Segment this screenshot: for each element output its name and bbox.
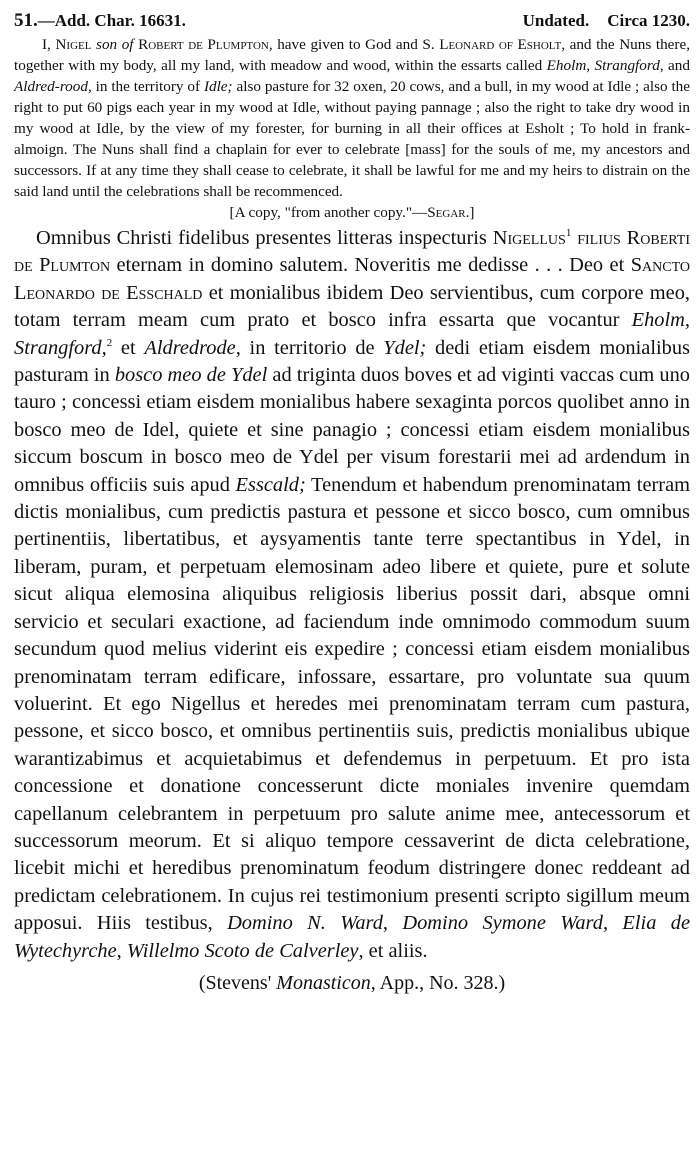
- place-name: Aldredrode: [144, 336, 236, 359]
- saint-name: Leonard of Esholt: [439, 36, 562, 53]
- footnote-marker: 2: [106, 336, 113, 349]
- source-prefix: [A copy, "from another copy."—: [229, 204, 428, 221]
- witness-name: Elia de Wytechyrche: [14, 912, 691, 962]
- footnote-marker: 1: [565, 227, 572, 240]
- charter-number: 51.: [14, 10, 38, 31]
- reference-prefix: (Stevens': [198, 971, 277, 994]
- witness-name: Domino N. Ward: [227, 912, 383, 935]
- place-name: Strangford,: [14, 336, 107, 359]
- latin-text: [14, 225, 690, 965]
- reference-suffix: , App., No. 328.): [370, 971, 506, 994]
- source-name: Segar: [427, 204, 466, 221]
- separator: ,: [116, 939, 127, 962]
- abstract-text: , in the territory of: [87, 78, 204, 95]
- source-suffix: .]: [465, 204, 475, 221]
- abstract-text: I,: [42, 36, 56, 53]
- separator: , and: [659, 57, 690, 74]
- separator: ,: [382, 912, 403, 935]
- place-name: Eholm: [631, 309, 685, 332]
- circa-date: Circa 1230.: [607, 11, 690, 30]
- latin-segment: eternam in domino salutem. Noveritis me dedisse . . . Deo et: [110, 254, 631, 277]
- place-name: Eholm: [546, 57, 587, 74]
- place-phrase: bosco meo de Ydel: [114, 364, 268, 387]
- witness-name: Willelmo Scoto de Calverley: [126, 939, 359, 962]
- english-abstract: [14, 34, 690, 202]
- place-name: Ydel;: [383, 336, 427, 359]
- reference-title: Monasticon: [276, 971, 371, 994]
- separator: ,: [602, 912, 623, 935]
- source-note: [14, 202, 690, 223]
- grantor-latin-name: Nigellus: [492, 227, 566, 249]
- latin-segment: , et aliis.: [358, 939, 428, 962]
- bibliographic-reference: [14, 969, 690, 997]
- latin-segment: Omnibus Christi fidelibus presentes litteras inspecturis: [36, 227, 493, 249]
- charter-header: [14, 10, 690, 32]
- charter-date: [523, 11, 690, 31]
- abstract-text: also pasture for 32 oxen, 20 cows, and a bull, in my wood at Idle ; also the right to put 60 pigs each year in my wood at Idle, without paying pannage ; also the right to take dry wood in my wood at Idle, by the view of my forester, for burning in all their offices at Esholt ; To hold in frank-almoign. The Nuns shall find a chaplain for ever to celebrate [mass] for the souls of me, my ancestors and successors. If at any time they shall cease to celebrate, it shall be lawful for me and my heirs to distrain on the said land until the celebrations shall be recommenced.: [14, 78, 691, 200]
- latin-segment: et: [112, 336, 145, 359]
- separator: ,: [684, 309, 690, 332]
- grantor-name: Nigel: [55, 36, 92, 53]
- dating-label: Undated.: [522, 11, 590, 30]
- separator: ,: [586, 57, 595, 74]
- latin-segment: dedi etiam eisdem monialibus pasturam in: [14, 336, 690, 387]
- charter-id: [14, 10, 186, 32]
- charter-reference: —Add. Char. 16631.: [37, 11, 186, 30]
- son-of-text: son of: [96, 36, 134, 53]
- witness-name: Domino Symone Ward: [402, 912, 603, 935]
- father-name: Robert de Plumpton: [138, 36, 269, 53]
- place-name: Aldred-rood: [14, 78, 88, 95]
- abstract-text: , have given to God and S.: [268, 36, 440, 53]
- latin-segment: Tenendum et habendum prenominatam terram dictis monialibus, cum predictis pastura et pessone et sicco bosco, cum omnibus pertinentiis, libertatibus, et aysyamentis tante terre spectantibus in Ydel, in liberam, puram, et perpetuam elemosinam adeo libere et quiete, pure et solute sicut aliqua elemosina aliquibus religiosis liberius possit dari, absque omni servicio et seculari exactione, ad faciendum inde omnimodo commodum suum secundum quod melius viderint eis expedire ; concessi etiam eisdem monialibus prenominatam terram edificare, infossare, essartare, pro voluntate sua quum voluerint. Et ego Nigellus et heredes mei prenominatam terram cum pastura, pessone, et sicco bosco, et omnibus pertinentiis suis, predictis monialibus ubique warantizabimus et acquietabimus et defendemus in perpetuum. Et pro ista concessione et donatione concesserunt dicte moniales invenire quemdam capellanum celebrantem in perpetuum pro salute anime mee, antecessorum et successorum meorum. Et si aliquo tempore cessaverint de dicta celebratione, licebit michi et heredibus prenominatum feodum distringere donec reddeant ad predictam celebrationem. In cujus rei testimonium presenti scripto sigillum meum apposui. Hiis testibus,: [14, 473, 690, 935]
- place-name: Strangford: [594, 57, 660, 74]
- place-name: Idle;: [203, 78, 233, 95]
- abstract-text: , and the Nuns there, together with my body, all my land, with meadow and wood, within the essarts called: [14, 36, 690, 74]
- filiation-latin: filius Roberti de Plumton: [14, 227, 690, 277]
- place-name: Esscald;: [235, 473, 306, 496]
- latin-segment: , in territorio de: [235, 336, 384, 359]
- saint-latin-name: Sancto Leonardo de Esschald: [14, 254, 690, 304]
- latin-segment: ad triginta duos boves et ad viginti vaccas cum uno tauro ; concessi etiam eisdem monialibus habere sexaginta porcos quolibet anno in bosco meo de Idel, quiete et sine panagio ; concessi etiam eisdem monialibus siccum boscum in bosco meo de Ydel per visum forestarii mei ad ardendum in omnibus officiis suis apud: [14, 364, 690, 496]
- latin-segment: et monialibus ibidem Deo servientibus, cum corpore meo, totam terram meam cum prato et bosco infra essarta que vocantur: [14, 281, 690, 332]
